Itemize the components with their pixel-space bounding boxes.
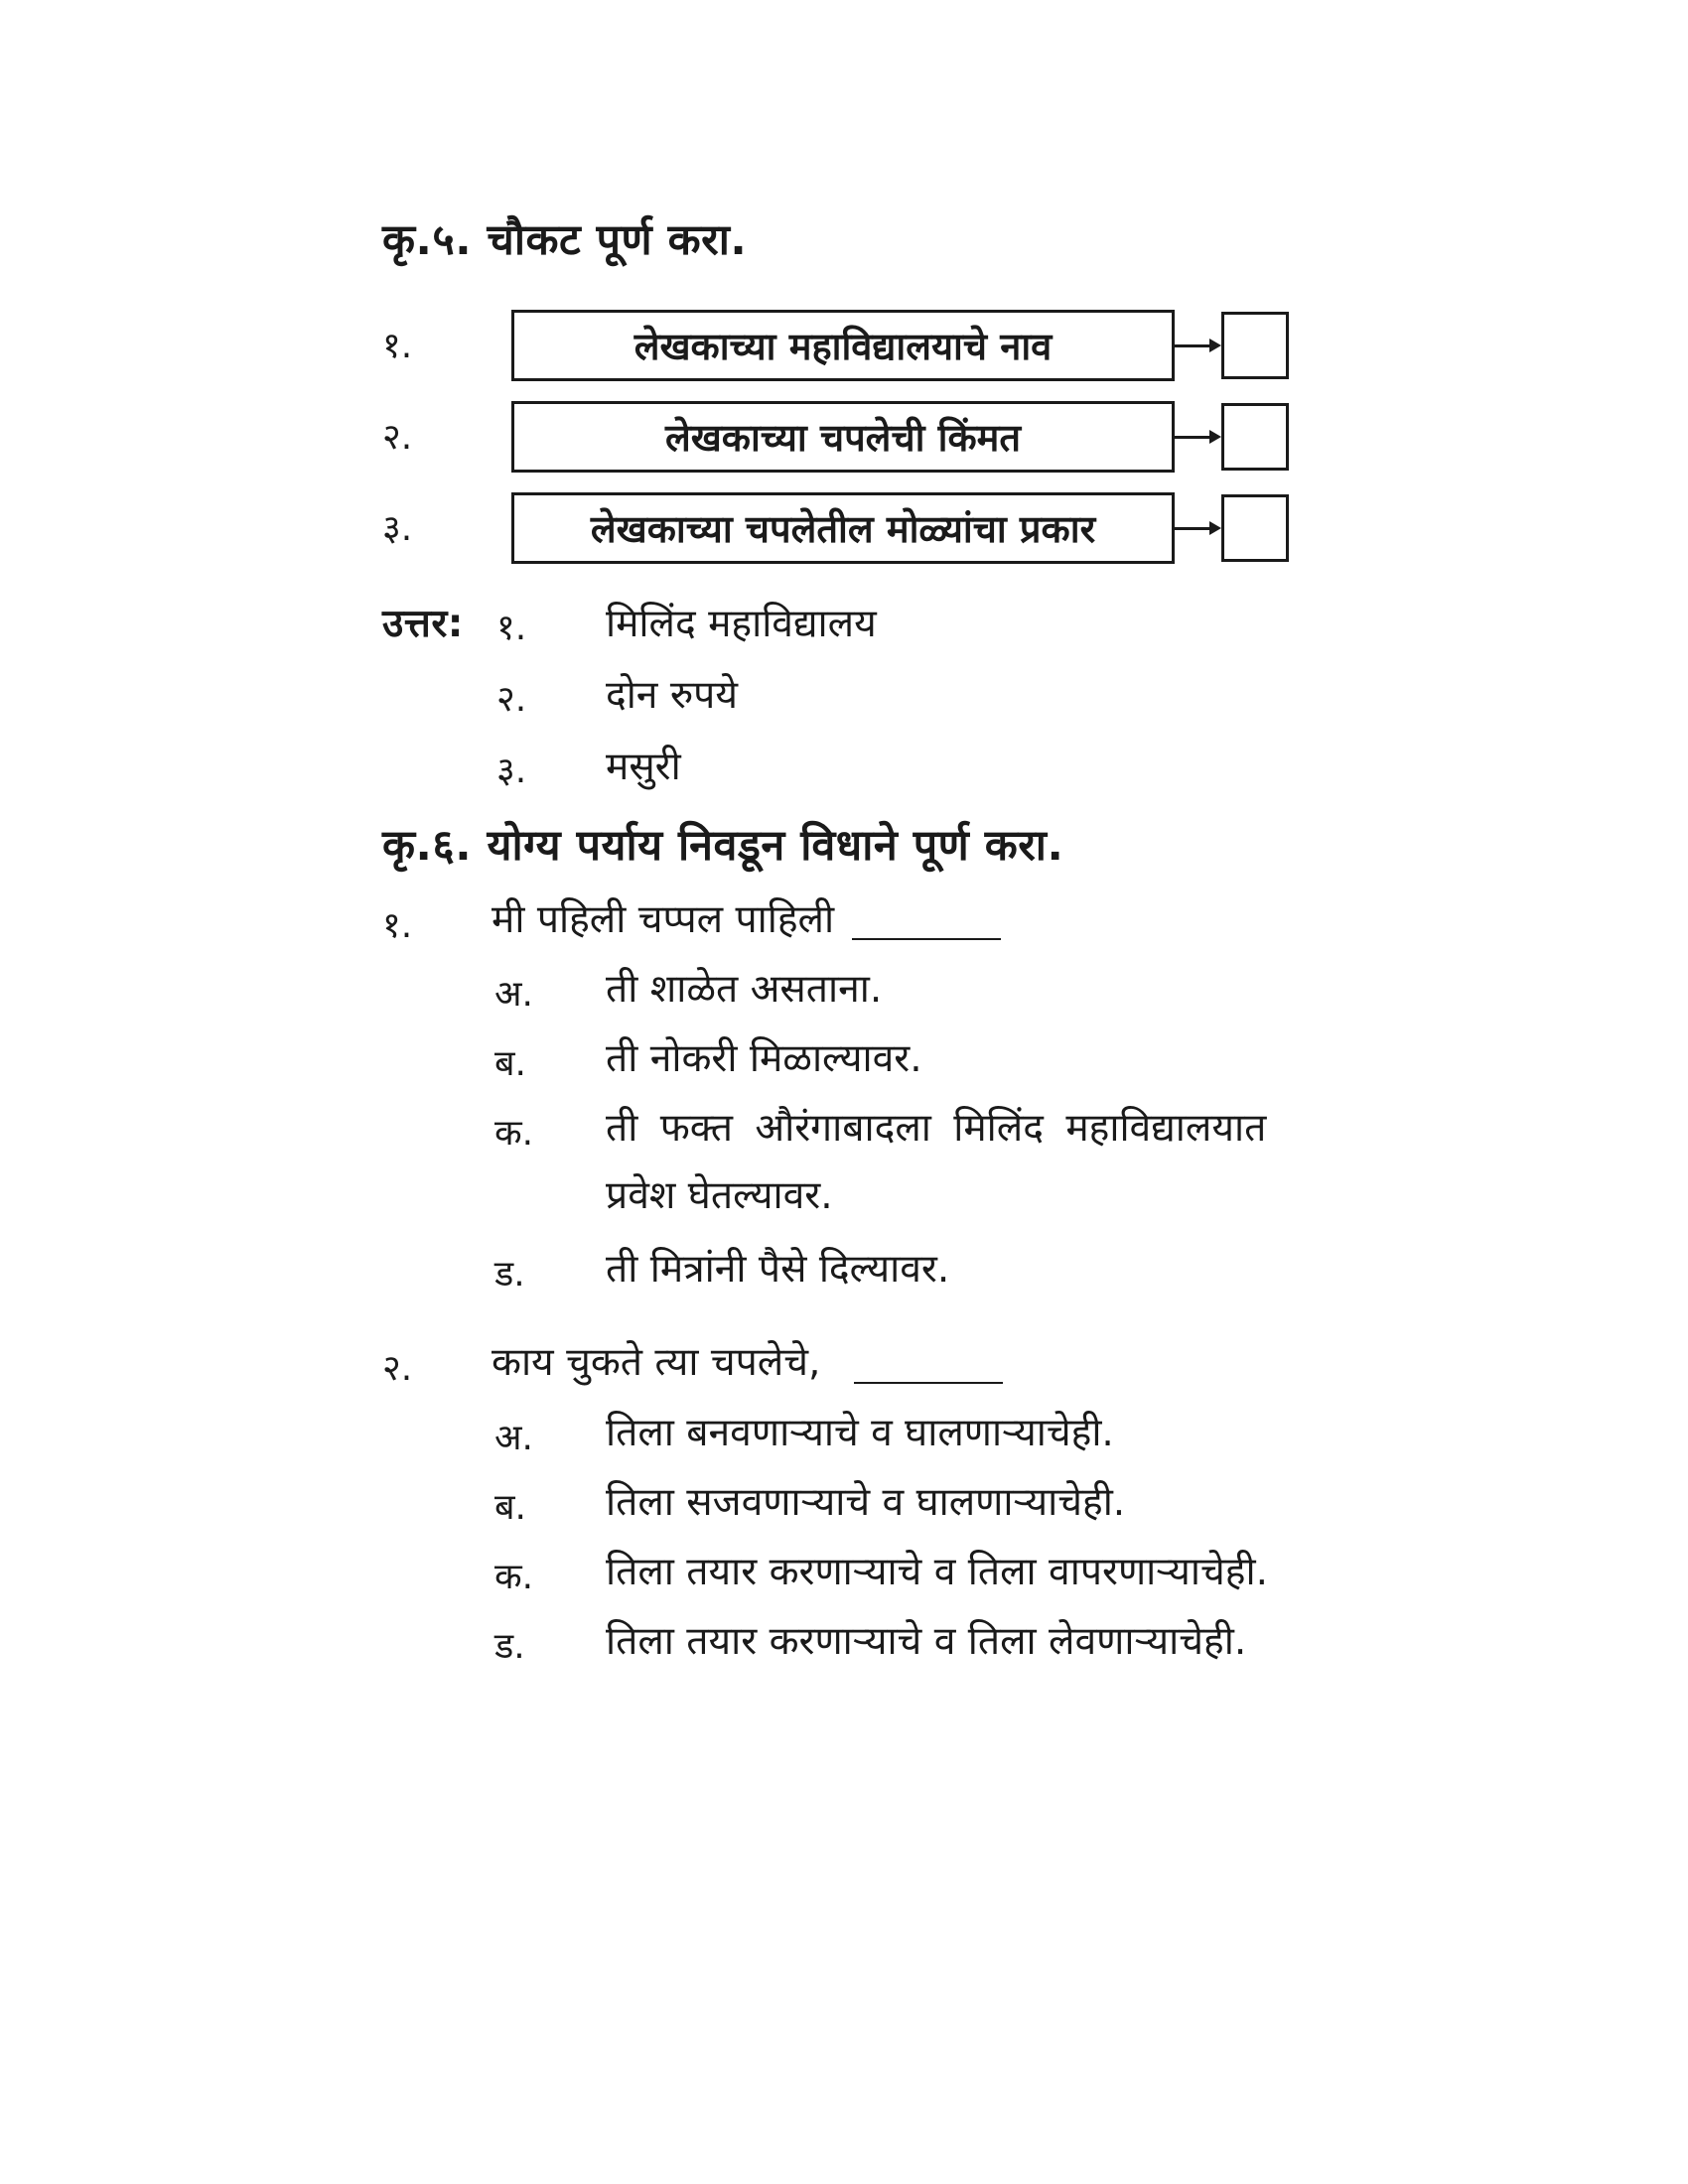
q5-row-1-answer-box[interactable] — [1221, 312, 1289, 379]
q5-row-1-arrow-head — [1209, 339, 1221, 352]
q6-item-1-stem: मी पहिली चप्पल पाहिली — [492, 897, 835, 942]
q6-item-2-number: २. — [382, 1348, 413, 1389]
q6-item-2-stem: काय चुकते त्या चपलेचे, — [492, 1340, 821, 1385]
answer-1-text: मिलिंद महाविद्यालय — [606, 602, 877, 646]
answer-1-number: १. — [496, 608, 527, 648]
q5-row-3-label: लेखकाच्या चपलेतील मोळ्यांचा प्रकार — [590, 507, 1096, 551]
q5-row-1-label: लेखकाच्या महाविद्यालयाचे नाव — [633, 325, 1053, 368]
answer-label: उत्तर: — [382, 602, 464, 646]
q5-row-2-arrow — [1175, 436, 1214, 439]
q5-row-1-label-box — [511, 310, 1175, 381]
q6-item-1-option-a-text: ती शाळेत असताना. — [606, 967, 883, 1012]
q6-item-2-option-b-letter: ब. — [494, 1487, 526, 1528]
q6-item-1-option-d-letter: ड. — [494, 1254, 525, 1295]
q5-row-3-answer-box[interactable] — [1221, 494, 1289, 562]
q6-heading: कृ.६. योग्य पर्याय निवडून विधाने पूर्ण करा. — [382, 821, 1064, 871]
q6-item-1-option-b-letter: ब. — [494, 1043, 526, 1084]
q5-row-2-label: लेखकाच्या चपलेची किंमत — [664, 416, 1022, 460]
answer-2-number: २. — [496, 679, 527, 720]
q5-row-3-label-box — [511, 492, 1175, 564]
q5-row-3-arrow-head — [1209, 521, 1221, 535]
q6-item-2-blank[interactable] — [854, 1382, 1003, 1384]
q6-item-2-option-d-text: तिला तयार करणाऱ्याचे व तिला लेवणाऱ्याचेही. — [606, 1619, 1247, 1664]
q6-item-1-option-c-text: ती फक्त औरंगाबादला मिलिंद महाविद्यालयात — [606, 1106, 1267, 1151]
q6-item-2-option-a-letter: अ. — [494, 1418, 533, 1458]
q5-heading: कृ.५. चौकट पूर्ण करा. — [382, 215, 748, 265]
q5-row-3-arrow — [1175, 527, 1214, 530]
q5-row-2-number: २. — [382, 417, 413, 458]
answer-3-number: ३. — [496, 751, 527, 791]
q6-item-2-option-c-letter: क. — [494, 1557, 534, 1597]
q6-item-1-option-b-text: ती नोकरी मिळाल्यावर. — [606, 1036, 922, 1081]
q5-row-1-arrow — [1175, 344, 1214, 347]
q5-row-1-number: १. — [382, 326, 413, 366]
q6-item-1-option-a-letter: अ. — [494, 974, 533, 1015]
q6-item-1-number: १. — [382, 905, 413, 946]
q6-item-2-option-a-text: तिला बनवणाऱ्याचे व घालणाऱ्याचेही. — [606, 1411, 1114, 1455]
q6-item-2-option-b-text: तिला सजवणाऱ्याचे व घालणाऱ्याचेही. — [606, 1480, 1126, 1525]
answer-3-text: मसुरी — [606, 745, 681, 789]
q5-row-2-label-box — [511, 401, 1175, 473]
q5-row-2-arrow-head — [1209, 430, 1221, 444]
q6-item-1-option-c-text-line2: प्रवेश घेतल्यावर. — [606, 1173, 833, 1218]
q6-item-1-option-d-text: ती मित्रांनी पैसे दिल्यावर. — [606, 1247, 950, 1292]
q5-row-3-number: ३. — [382, 508, 413, 549]
q6-item-2-option-d-letter: ड. — [494, 1626, 525, 1667]
q6-item-1-option-c-letter: क. — [494, 1113, 534, 1154]
q6-item-1-blank[interactable] — [852, 938, 1001, 940]
answer-2-text: दोन रुपये — [606, 673, 738, 718]
q5-row-2-answer-box[interactable] — [1221, 403, 1289, 471]
q6-item-2-option-c-text: तिला तयार करणाऱ्याचे व तिला वापरणाऱ्याचेही. — [606, 1550, 1268, 1594]
